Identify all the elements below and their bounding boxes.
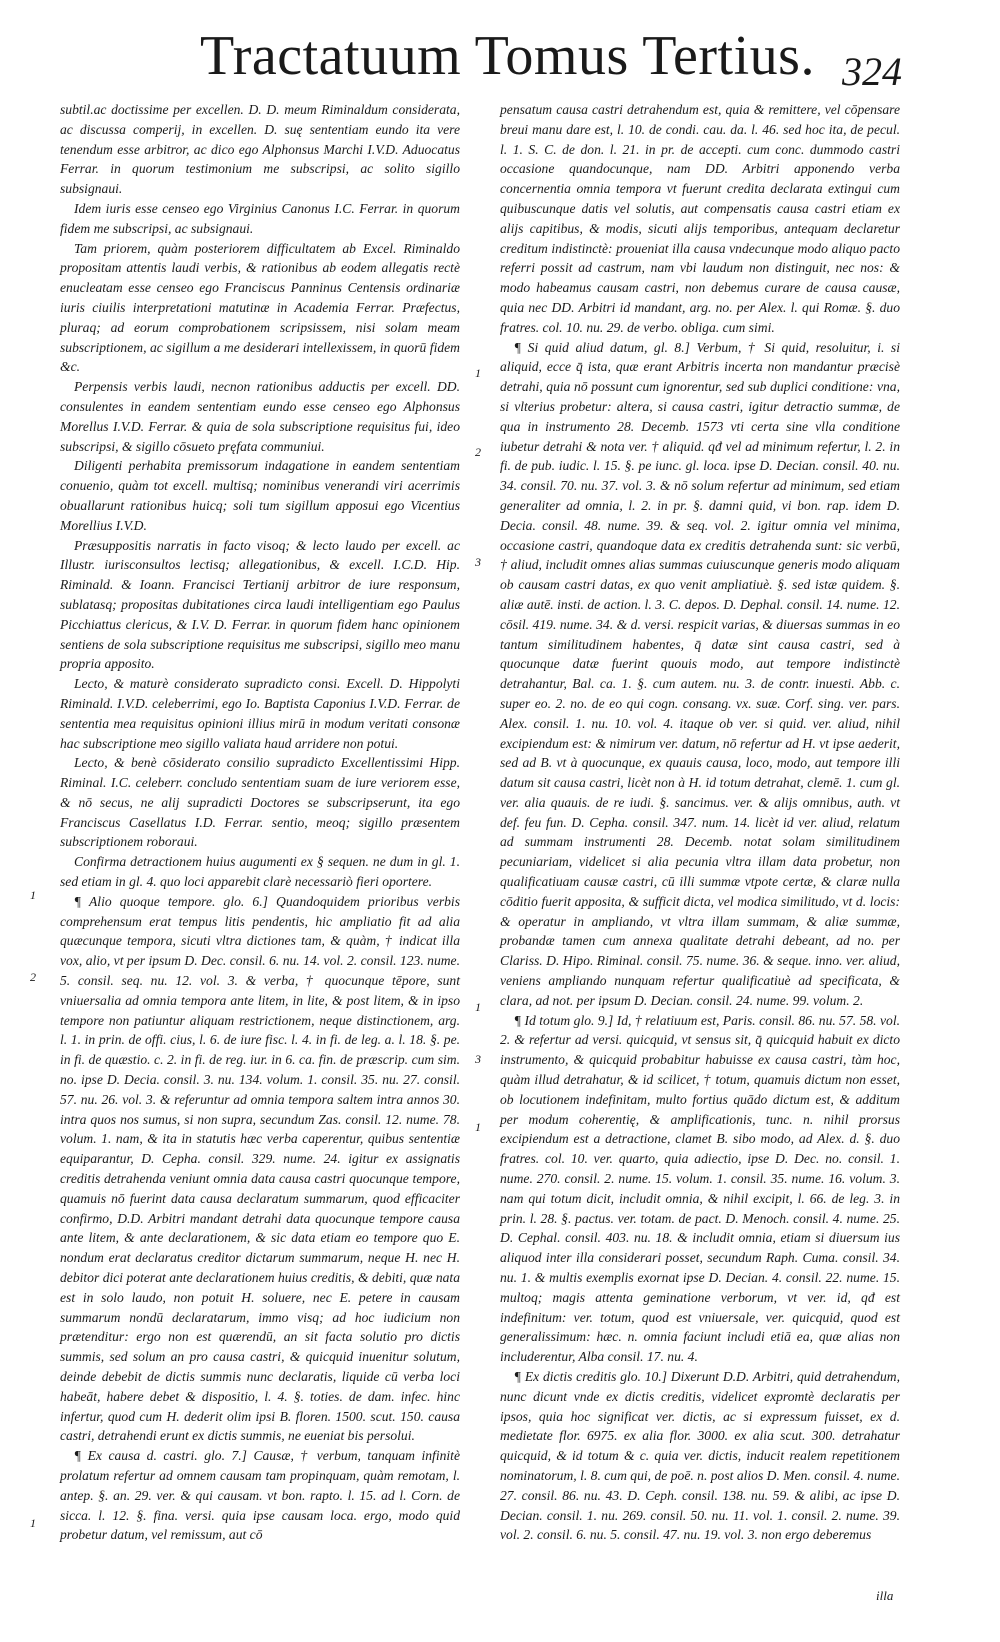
left-paragraph-11: ¶ Ex causa d. castri. glo. 7.] Causæ, † verbum, tanquam infinitè prolatum refertur ad omnem causam tam propinquam, quàm remotam, l. antep. §. an. 29. ver. & qui causam. vt bon. rapto. l. 15. ad l. Corn. de sicca. l. 12. §. fina. versi. quia ipse causam loca. ergo, modo quid probetur datum, vel remissum, aut cō [60, 1448, 460, 1543]
left-paragraph-10: ¶ Alio quoque tempore. glo. 6.] Quandoquidem prioribus verbis comprehensum erat tempus litis pendentis, hic ampliatio fit ad alia quæcunque tempora, sicuti vltra dictiones tam, & quàm, † indicat illa vox, alio, vt per ipsum D. Dec. consil. 6. nu. 14. vol. 2. consil. 123. nume. 5. consil. seq. nu. 12. vol. 3. & verba, † quocunque tēpore, sunt vniuersalia ad omnia tempora ante litem, in lite, & post litem, & in ipso tempore non patiuntur aliquam restrictionem, neque distinctionem, arg. l. 1. in prin. de offi. cius, l. 6. de iure fisc. l. 4. in fi. de leg. a. l. 18. §. pe. in fi. de quæstio. c. 2. in fi. de reg. iur. in 6. ca. fin. de præscrip. cum sim. no. ipse D. Decia. consil. 3. nu. 134. volum. 1. consil. 35. nu. 27. consil. 57. nu. 26. vol. 3. & referuntur ad omnia tempora saltem intra annos 30. intra quos nos sumus, si non supra, secundum Zas. consil. 12. nume. 78. volum. 1. nam, & ita in statutis hæc verba caperentur, quibus sententiæ equiparantur, D. Cepha. consil. 329. nume. 24. igitur ex assignatis creditis detrahenda veniunt omnia data causa castri quocunque tempore, quamuis nō fuerint data causa declaratum summarum, quod efficaciter confirmo, D.D. Arbitri mandant detrahi data quocunque tempore causa ante litem, & ante declarationem, & sic data etiam eo tempore quo E. nondum erat declaratus creditor dictarum summarum, neque H. nec H. debitor dici poterat ante declarationem huius creditis, & debiti, quæ nata est in solo laudo, non potuit H. soluere, nec E. petere in causam summarum nondū declaratarum, immo visq; ad hoc iudicium non prætenditur: ergo non est quærendū, an sit facta solutio pro dictis summis, sed solum an pro causa castri, & quicquid inuenitur solutum, deinde debebit de dictis summis nunc declaratis, liquide cū verba loci habeāt, habere debet & dispositio, l. 4. §. toties. de dam. infec. hinc infertur, quod cum H. dederit olim ipsi B. floren. 1500. scut. 150. causa castri, detrahendi erunt ex dictis summis, ne eueniat bis persolui. [60, 893, 460, 1444]
margin-mark: 1 [475, 366, 481, 380]
running-title: Tractatuum Tomus Tertius. [200, 25, 815, 87]
margin-mark: 1 [475, 1120, 481, 1134]
margin-mark: 1 [30, 888, 36, 902]
left-paragraph-8: Lecto, & benè cōsiderato consilio supradicto Excellentissimi Hipp. Riminal. I.C. celeberr. concludo sententiam suam de iure veriorem esse, & nō secus, ne alij supradicti Doctores se subscripserunt, ita ego Franciscus Casellatus I.D. Ferrar. sentio, meoq; sigillo præsentem subscriptionem roboraui. [60, 755, 460, 850]
page-header [0, 14, 1000, 104]
left-paragraph-2: Idem iuris esse censeo ego Virginius Canonus I.C. Ferrar. in quorum fidem me subscripsi, ac subsignaui. [60, 200, 460, 236]
left-paragraph-1: subtil.ac doctissime per excellen. D. D. meum Riminaldum considerata, ac discussa comperij, in excellen. D. suę sententiam eundo ita vere tenendum esse arbitror, ac dico ego Alphonsus Marchi I.V.D. Aduocatus Ferrar. in quorum testimonium me subscripsi, ac solito sigillo subsignaui. [60, 102, 460, 197]
margin-mark: 1 [30, 1516, 36, 1530]
right-paragraph-1: pensatum causa castri detrahendum est, quia & remittere, vel cōpensare breui manu dare est, l. 10. de condi. cau. da. l. 46. sed hoc ita, de pecul. l. 1. S. C. de don. l. 21. in pr. de accepti. cum conc. dummodo castri occasione quandocunque, nam DD. Arbitri apponendo verba concernentia omnia tempora vt fuerunt credita declarata extingui cum quibuscunque datis vel solutis, aut compensatis causa castri etiam ex alijs capitibus, & modis, sicuti alijs temporibus, antequam declaretur creditum indistinctè: proueniat illa causa vndecunque modo aliquo pacto referri possit ad castrum, nam vbi laudum non distinguit, nec nos: & modo habeamus causam castri, non debemus curare de causa causæ, quia nec DD. Arbitri id mandant, arg. no. per Alex. l. qui Romæ. §. duo fratres. col. 10. nu. 29. de verbo. obliga. cum simi. [500, 102, 900, 335]
margin-mark: 2 [475, 445, 481, 459]
page-number: 324 [842, 49, 902, 94]
right-column [500, 100, 900, 1545]
left-paragraph-5: Diligenti perhabita premissorum indagatione in eandem sententiam conuenio, quàm tot excell. multisq; nominibus venerandi viri acerrimis obuallarunt rationibus huicq; soli tum sigillum apposui ego Vicentius Morellius I.V.D. [60, 458, 460, 533]
catchword: illa [876, 1588, 894, 1603]
left-paragraph-7: Lecto, & maturè considerato supradicto consi. Excell. D. Hippolyti Riminald. I.V.D. celeberrimi, ego Io. Baptista Caponius I.V.D. Ferrar. de sententia mea requisitus opinioni illius mirū in modum veritati consonæ hac subscriptione meo sigillo valiata haud arridere non potui. [60, 676, 460, 751]
left-column [60, 100, 460, 1545]
left-paragraph-3: Tam priorem, quàm posteriorem difficultatem ab Excel. Riminaldo propositam attentis laudi verbis, & rationibus ab eodem allegatis rectè enucleatam esse censeo ego Franciscus Panninus Centensis ordinariæ iuris ciuilis interpretationi matutinæ in Academia Ferrar. Præfectus, pluraq; ad eorum comprobationem scripsissem, nisi solam meam subscriptionem, ac sigillum a me desiderari intellexissem, in quorū fidem &c. [60, 240, 460, 375]
margin-mark: 2 [30, 970, 36, 984]
right-paragraph-3: ¶ Id totum glo. 9.] Id, † relatiuum est, Paris. consil. 86. nu. 57. 58. vol. 2. & refertur ad versi. quicquid, vt sensus sit, q̄ quicquid habuit ex dicto instrumento, & quicquid probabitur habuisse ex causa castri, tàm hoc, quàm illud detrahatur, & id scilicet, † totum, quamuis dictum non esset, ob locutionem indefinitam, multo fortius quādo dictum est, & additum per modum coherentię, & amplificationis, tunc. n. nihil prorsus excipiendum est a detractione, clamet B. sibo modo, ad Alex. d. §. duo fratres. col. 10. ver. quarto, quia adiectio, ipse D. Dec. no. consil. 1. nume. 270. consil. 2. nume. 15. volum. 1. consil. 35. nume. 16. volum. 3. nam qui totum dicit, includit omnia, & nihil excipit, l. 66. de leg. 3. in prin. l. 28. §. pactus. ver. totam. de pact. D. Menoch. consil. 4. nume. 25. D. Cephal. consil. 403. nu. 18. & includit omnia, etiam si diuersum ius aliquod inter illa considerari posset, secundum Raph. Cuma. consil. 34. nu. 1. & multis exemplis exornat ipse D. Decian. 4. consil. 22. nume. 15. multoq; magis attenta geminatione verborum, vt ver. id, qđ est indefinitum: ver. totum, quod est vniuersale, ver. quicquid, quod est generalissimum: hæc. n. omnia faciunt includi etiā ea, quæ alias non includerentur, Alba consil. 17. nu. 4. [500, 1012, 900, 1365]
margin-mark: 3 [475, 555, 481, 569]
margin-mark: 1 [475, 1000, 481, 1014]
left-paragraph-4: Perpensis verbis laudi, necnon rationibus adductis per excell. DD. consulentes in eandem sententiam eundo esse censeo ego Alphonsus Morellus I.V.D. Ferrar. & quia de sola subscriptione requisitus fui, ideo subscripsi, & sigillo cōsueto pręfata communiui. [60, 379, 460, 454]
right-paragraph-4: ¶ Ex dictis creditis glo. 10.] Dixerunt D.D. Arbitri, quid detrahendum, nunc dicunt vnde ex dictis creditis, videlicet expromtè declaratis per ipsos, quia hoc significat ver. dictis, ac si expressum fuisset, ex d. medietate flor. 6975. ex alia flor. 3000. ex alia scut. 300. detrahatur quicquid, & id totum & c. quia ver. dictis, inducit realem repetitionem nominatorum, l. 8. cum qui, de poē. n. post alios D. Men. consil. 4. nume. 27. consil. 86. nu. 43. D. Ceph. consil. 138. nu. 59. & alibi, ac ipse D. Decian. consil. 1. nu. 269. consil. 50. nu. 11. vol. 1. consil. 2. nume. 39. vol. 2. consil. 6. nu. 5. consil. 47. nu. 19. vol. 3. non ergo deberemus [500, 1369, 900, 1543]
margin-mark: 3 [475, 1052, 481, 1066]
left-paragraph-6: Præsuppositis narratis in facto visoq; & lecto laudo per excell. ac Illustr. iurisconsultos lectisq; allegationibus, & excell. I.C.D. Hip. Riminald. & Ioann. Francisci Tertianij arbitror de iure responsum, sublatasq; propositas dubitationes circa laudi intelligentiam ego Paulus Picchiattus clericus, & I.V. D. Ferrar. in quorum fidem hanc opinionem sentiens de sola subscriptione requisitus me subscripsi, sigillo meo manu propria apposito. [60, 537, 460, 672]
right-paragraph-2: ¶ Si quid aliud datum, gl. 8.] Verbum, † Si quid, resoluitur, i. si aliquid, ecce q̄ ista, quæ erant Arbitris incerta non mandantur præcisè detrahi, quia nō possunt cum ignorentur, sed sub duplici conditione: vna, si vlterius probetur: altera, si causa castri, igitur detractio summæ, de qua in instrumento 28. Decemb. 1573 vti certa sine vlla conditione iubetur detrahi & nota ver. † aliquid. qđ vel ad minimum refertur, l. 2. in fi. de pub. iudic. l. 15. §. pe iunc. gl. loca. ipse D. Decian. consil. 40. nu. 34. consil. 70. nu. 37. vol. 3. & nō solum refertur ad minimum, sed etiam generaliter ad omnia, l. 2. in pr. §. damni quid, vi bon. rap. idem D. Decia. consil. 48. nume. 39. & seq. vol. 2. igitur omnia vel minima, occasione castri, quandoque data ex creditis detrahenda sunt: sic verbū, † aliud, includit omnes alias summas cuiuscunque generis modo aliquam ob causam castri datas, ex quo venit ampliatiuè. §. sed istæ quidem. §. aliæ autē. insti. de action. l. 3. C. depos. D. Dephal. consil. 14. nume. 12. cōsil. 419. nume. 34. & d. versi. respicit varias, & diuersas summas in eo tantum similitudinem habentes, q̄ datæ sint causa castri, sed à quocunque datæ fuerint quouis modo, aut tempore indistinctè detrahantur, Bal. ca. 1. §. cum autem. nu. 3. de contr. inuesti. Abb. c. super eo. 2. no. de eo qui cogn. consang. vx. suæ. Corf. sing. ver. pars. Alex. consil. 1. nu. 10. vol. 4. itaque ob ver. si quid. ver. aliud, nihil excipiendum est: & nimirum ver. datum, nō refertur ad H. vt ipse aederit, sed ad B. vt à quocunque, ex quauis causa, loco, modo, aut tempore illi datum sit causa castri, licèt non à H. id totum detrahat, clemē. 1. cum gl. ver. alia quauis. de re iudi. §. sancimus. ver. & alijs omnibus, auth. vt def. feu fun. D. Cepha. consil. 347. num. 14. licèt id ver. aliud, relatum ad summam instrumenti 28. Decemb. notat solam similitudinem pecuniariam, videlicet si alia pecunia vltra illam data probetur, non qualificatiuam causæ castri, cū illi summæ vtpote certæ, & claræ nulla cōditio fuerit apposita, & sufficit dicta, vel modica similitudo, vt d. locis: & operatur in ampliando, vt vltra illam summam, & aliæ summæ, probandæ tamen cum annexa qualitate detrahi debeant, ad no. per Clariss. D. Hipo. Riminal. consil. 75. nume. 36. & seque. inno. ver. aliud, veniens ampliando nunquam refertur qualificatiuè ad specificata, & clara, ad not. per ipsum D. Decian. consil. 24. nume. 99. volum. 2. [500, 339, 900, 1008]
left-paragraph-9: Confirma detractionem huius augumenti ex § sequen. ne dum in gl. 1. sed etiam in gl. 4. quo loci apparebit clarè necessariò fieri oportere. [60, 854, 460, 890]
